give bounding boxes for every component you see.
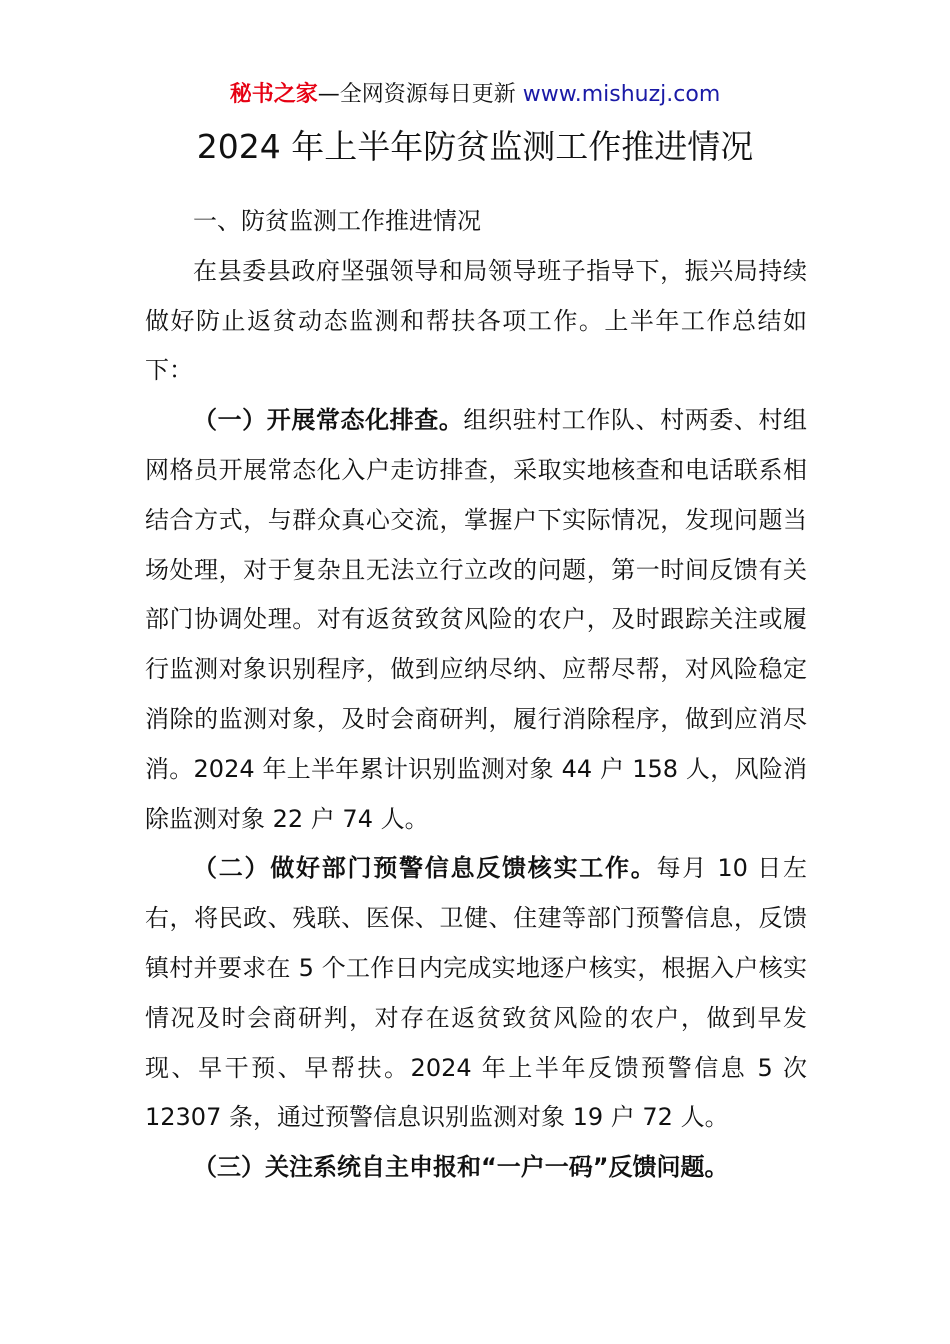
- item-heading-2: （二）做好部门预警信息反馈核实工作。: [193, 854, 657, 883]
- item-text-1: 组织驻村工作队、村两委、村组网格员开展常态化入户走访排查，采取实地核查和电话联系相结合方式，与群众真心交流，掌握户下实际情况，发现问题当场处理，对于复杂且无法立行立改的问题，第一时间反馈有关部门协调处理。对有返贫致贫风险的农户，及时跟踪关注或履行监测对象识别程序，做到应纳尽纳、应帮尽帮，对风险稳定消除的监测对象，及时会商研判，履行消除程序，做到应消尽消。2024 年上半年累计识别监测对象 44 户 158 人，风险消除监测对象 22 户 74 人。: [145, 406, 808, 833]
- site-brand: 秘书之家: [229, 82, 318, 107]
- section-heading: 一、防贫监测工作推进情况: [193, 207, 481, 235]
- intro-paragraph: 在县委县政府坚强领导和局领导班子指导下，振兴局持续做好防止返贫动态监测和帮扶各项工作。上半年工作总结如下：: [145, 256, 807, 385]
- site-header: [0, 80, 950, 110]
- site-url-link[interactable]: www.mishuzj.com: [522, 82, 721, 107]
- item-paragraph-2: [145, 844, 807, 1143]
- item-heading-3: （三）关注系统自主申报和“一户一码”反馈问题。: [193, 1153, 729, 1182]
- item-paragraph-1: [145, 396, 807, 844]
- item-heading-1: （一）开展常态化排查。: [193, 406, 464, 435]
- item-text-2: 每月 10 日左右，将民政、残联、医保、卫健、住建等部门预警信息，反馈镇村并要求在 5 个工作日内完成实地逐户核实，根据入户核实情况及时会商研判，对存在返贫致贫风险的农户，做到早发现、早干预、早帮扶。2024 年上半年反馈预警信息 5 次 12307 条，通过预警信息识别监测对象 19 户 72 人。: [145, 854, 808, 1132]
- document-title: 2024 年上半年防贫监测工作推进情况: [196, 127, 754, 166]
- item-paragraph-3: [145, 1143, 807, 1193]
- document-body: [145, 197, 807, 1193]
- site-tagline: —全网资源每日更新: [317, 82, 523, 107]
